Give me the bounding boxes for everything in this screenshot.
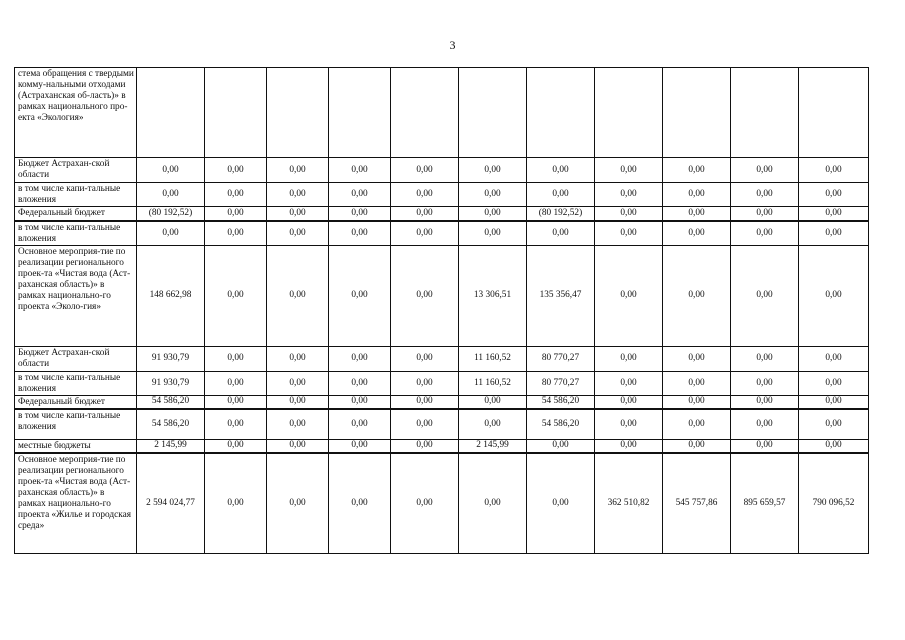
table-cell: 0,00 [205,395,267,409]
table-cell: 2 594 024,77 [137,453,205,553]
table-cell: 0,00 [799,439,869,453]
table-cell: 0,00 [799,395,869,409]
table-cell: 0,00 [663,183,731,207]
table-cell: 0,00 [205,453,267,553]
table-cell: 0,00 [329,207,391,221]
table-row [15,371,869,395]
table-cell: 54 586,20 [137,409,205,439]
table-cell: 11 160,52 [459,346,527,371]
table-cell: 0,00 [663,409,731,439]
row-label: местные бюджеты [15,439,137,453]
table-cell: 80 770,27 [527,371,595,395]
table-cell: 0,00 [799,245,869,346]
table-cell: 0,00 [391,158,459,183]
table-cell: 0,00 [663,245,731,346]
table-cell: 0,00 [799,346,869,371]
table-cell: 0,00 [329,245,391,346]
table-cell: 0,00 [205,183,267,207]
row-label: Бюджет Астрахан-ской области [15,346,137,371]
table-cell: 0,00 [731,183,799,207]
table-cell: 0,00 [799,158,869,183]
table-cell: 0,00 [731,395,799,409]
table-cell: 0,00 [527,158,595,183]
table-cell: 0,00 [329,346,391,371]
table-cell: 545 757,86 [663,453,731,553]
table-cell: 2 145,99 [137,439,205,453]
table-cell: 0,00 [329,371,391,395]
table-cell: 0,00 [595,439,663,453]
row-label: Основное мероприя-тие по реализации регионального проек-та «Чистая вода (Аст-раханская область)» в рамках национально-го проекта «Эколо-гия» [15,245,137,346]
row-label: Бюджет Астрахан-ской области [15,158,137,183]
table-cell [329,68,391,158]
table-row [15,409,869,439]
table-row [15,453,869,553]
table-cell [731,68,799,158]
table-row [15,158,869,183]
table-cell: 13 306,51 [459,245,527,346]
table-cell: 0,00 [267,409,329,439]
table-cell [267,68,329,158]
table-cell: 0,00 [267,395,329,409]
table-cell [595,68,663,158]
table-cell: 0,00 [459,453,527,553]
table-cell: 790 096,52 [799,453,869,553]
table-cell: 0,00 [267,346,329,371]
table-cell: 0,00 [329,439,391,453]
row-label: в том числе капи-тальные вложения [15,409,137,439]
table-cell: 0,00 [391,245,459,346]
row-label: Федеральный бюджет [15,207,137,221]
table-cell: 0,00 [205,245,267,346]
table-cell: 0,00 [267,371,329,395]
table-cell: 0,00 [527,183,595,207]
table-cell: 0,00 [527,453,595,553]
table-cell: 0,00 [391,453,459,553]
table-cell: 0,00 [731,207,799,221]
table-cell: 0,00 [329,453,391,553]
table-row [15,183,869,207]
table-cell: 0,00 [731,221,799,246]
table-cell: 0,00 [663,395,731,409]
table-cell: 0,00 [205,221,267,246]
table-cell: 0,00 [459,183,527,207]
table-cell: 0,00 [527,439,595,453]
table-cell: 0,00 [799,221,869,246]
table-cell: 0,00 [459,221,527,246]
table-cell: 0,00 [527,221,595,246]
table-cell: 0,00 [205,439,267,453]
table-cell: 0,00 [731,439,799,453]
table-cell: 0,00 [329,183,391,207]
table-cell: 2 145,99 [459,439,527,453]
table-cell [799,68,869,158]
table-cell: 0,00 [205,409,267,439]
table-cell: 0,00 [267,453,329,553]
table-cell: 0,00 [595,183,663,207]
table-cell: 0,00 [329,221,391,246]
table-cell: 0,00 [663,158,731,183]
table-cell: 0,00 [137,183,205,207]
table-cell: 0,00 [731,409,799,439]
table-cell: 0,00 [267,221,329,246]
table-cell: 0,00 [799,183,869,207]
table-cell: 91 930,79 [137,371,205,395]
table-cell: (80 192,52) [527,207,595,221]
table-row [15,221,869,246]
table-cell: 0,00 [329,395,391,409]
table-cell [527,68,595,158]
table-cell: 54 586,20 [137,395,205,409]
table-cell: 0,00 [459,207,527,221]
table-cell [205,68,267,158]
table-cell: 0,00 [731,371,799,395]
table-cell: 0,00 [595,245,663,346]
table-cell: 0,00 [595,346,663,371]
table-cell: 0,00 [391,183,459,207]
table-cell: 0,00 [205,207,267,221]
table-cell: 0,00 [459,158,527,183]
row-label: в том числе капи-тальные вложения [15,221,137,246]
table-cell [137,68,205,158]
table-cell: 0,00 [459,409,527,439]
table-cell: 0,00 [391,395,459,409]
table-cell: 0,00 [663,439,731,453]
table-cell: 135 356,47 [527,245,595,346]
table-cell: 11 160,52 [459,371,527,395]
table-cell: 0,00 [267,207,329,221]
table-cell [663,68,731,158]
table-cell: 0,00 [595,409,663,439]
table-cell: 0,00 [595,207,663,221]
page-number: 3 [449,38,456,52]
table-cell: 0,00 [799,409,869,439]
table-cell: 895 659,57 [731,453,799,553]
table-row [15,346,869,371]
row-label: Федеральный бюджет [15,395,137,409]
row-label: в том числе капи-тальные вложения [15,183,137,207]
table-cell: 362 510,82 [595,453,663,553]
table-cell: 0,00 [663,221,731,246]
table-row [15,245,869,346]
table-cell: 0,00 [329,409,391,439]
row-label: Основное мероприя-тие по реализации регионального проек-та «Чистая вода (Аст-раханская область)» в рамках национально-го проекта «Жилье и городская среда» [15,453,137,553]
row-label: стема обращения с твердыми комму-нальными отходами (Астраханская об-ласть)» в рамках национального про-екта «Экология» [15,68,137,158]
table-cell: 0,00 [267,158,329,183]
table-cell: 54 586,20 [527,395,595,409]
table-cell: 0,00 [205,158,267,183]
table-cell: 0,00 [205,346,267,371]
table-cell: 0,00 [799,371,869,395]
table-cell: 0,00 [391,439,459,453]
table-cell: 0,00 [137,158,205,183]
table-row [15,207,869,221]
table-cell: 0,00 [595,158,663,183]
table-row [15,439,869,453]
table-cell: 91 930,79 [137,346,205,371]
table-cell: 0,00 [391,207,459,221]
table-cell: 0,00 [137,221,205,246]
row-label: в том числе капи-тальные вложения [15,371,137,395]
table-cell: 0,00 [731,158,799,183]
table-cell: (80 192,52) [137,207,205,221]
table-row [15,395,869,409]
table-cell: 80 770,27 [527,346,595,371]
table-cell: 0,00 [391,346,459,371]
table-cell: 0,00 [663,371,731,395]
table-cell: 0,00 [267,183,329,207]
table-cell: 0,00 [595,371,663,395]
table-cell [459,68,527,158]
table-cell: 0,00 [731,346,799,371]
table-cell: 0,00 [391,221,459,246]
table-cell: 0,00 [267,245,329,346]
table-cell: 0,00 [391,409,459,439]
table-cell: 0,00 [799,207,869,221]
table-cell: 0,00 [205,371,267,395]
table-cell: 0,00 [267,439,329,453]
table-cell: 0,00 [663,346,731,371]
table-row [15,68,869,158]
budget-table [14,67,869,554]
table-cell: 0,00 [391,371,459,395]
table-cell: 0,00 [663,207,731,221]
table-cell: 0,00 [329,158,391,183]
table-cell: 0,00 [459,395,527,409]
table-cell: 0,00 [595,221,663,246]
table-cell [391,68,459,158]
table-cell: 0,00 [731,245,799,346]
table-cell: 148 662,98 [137,245,205,346]
table-cell: 0,00 [595,395,663,409]
table-cell: 54 586,20 [527,409,595,439]
